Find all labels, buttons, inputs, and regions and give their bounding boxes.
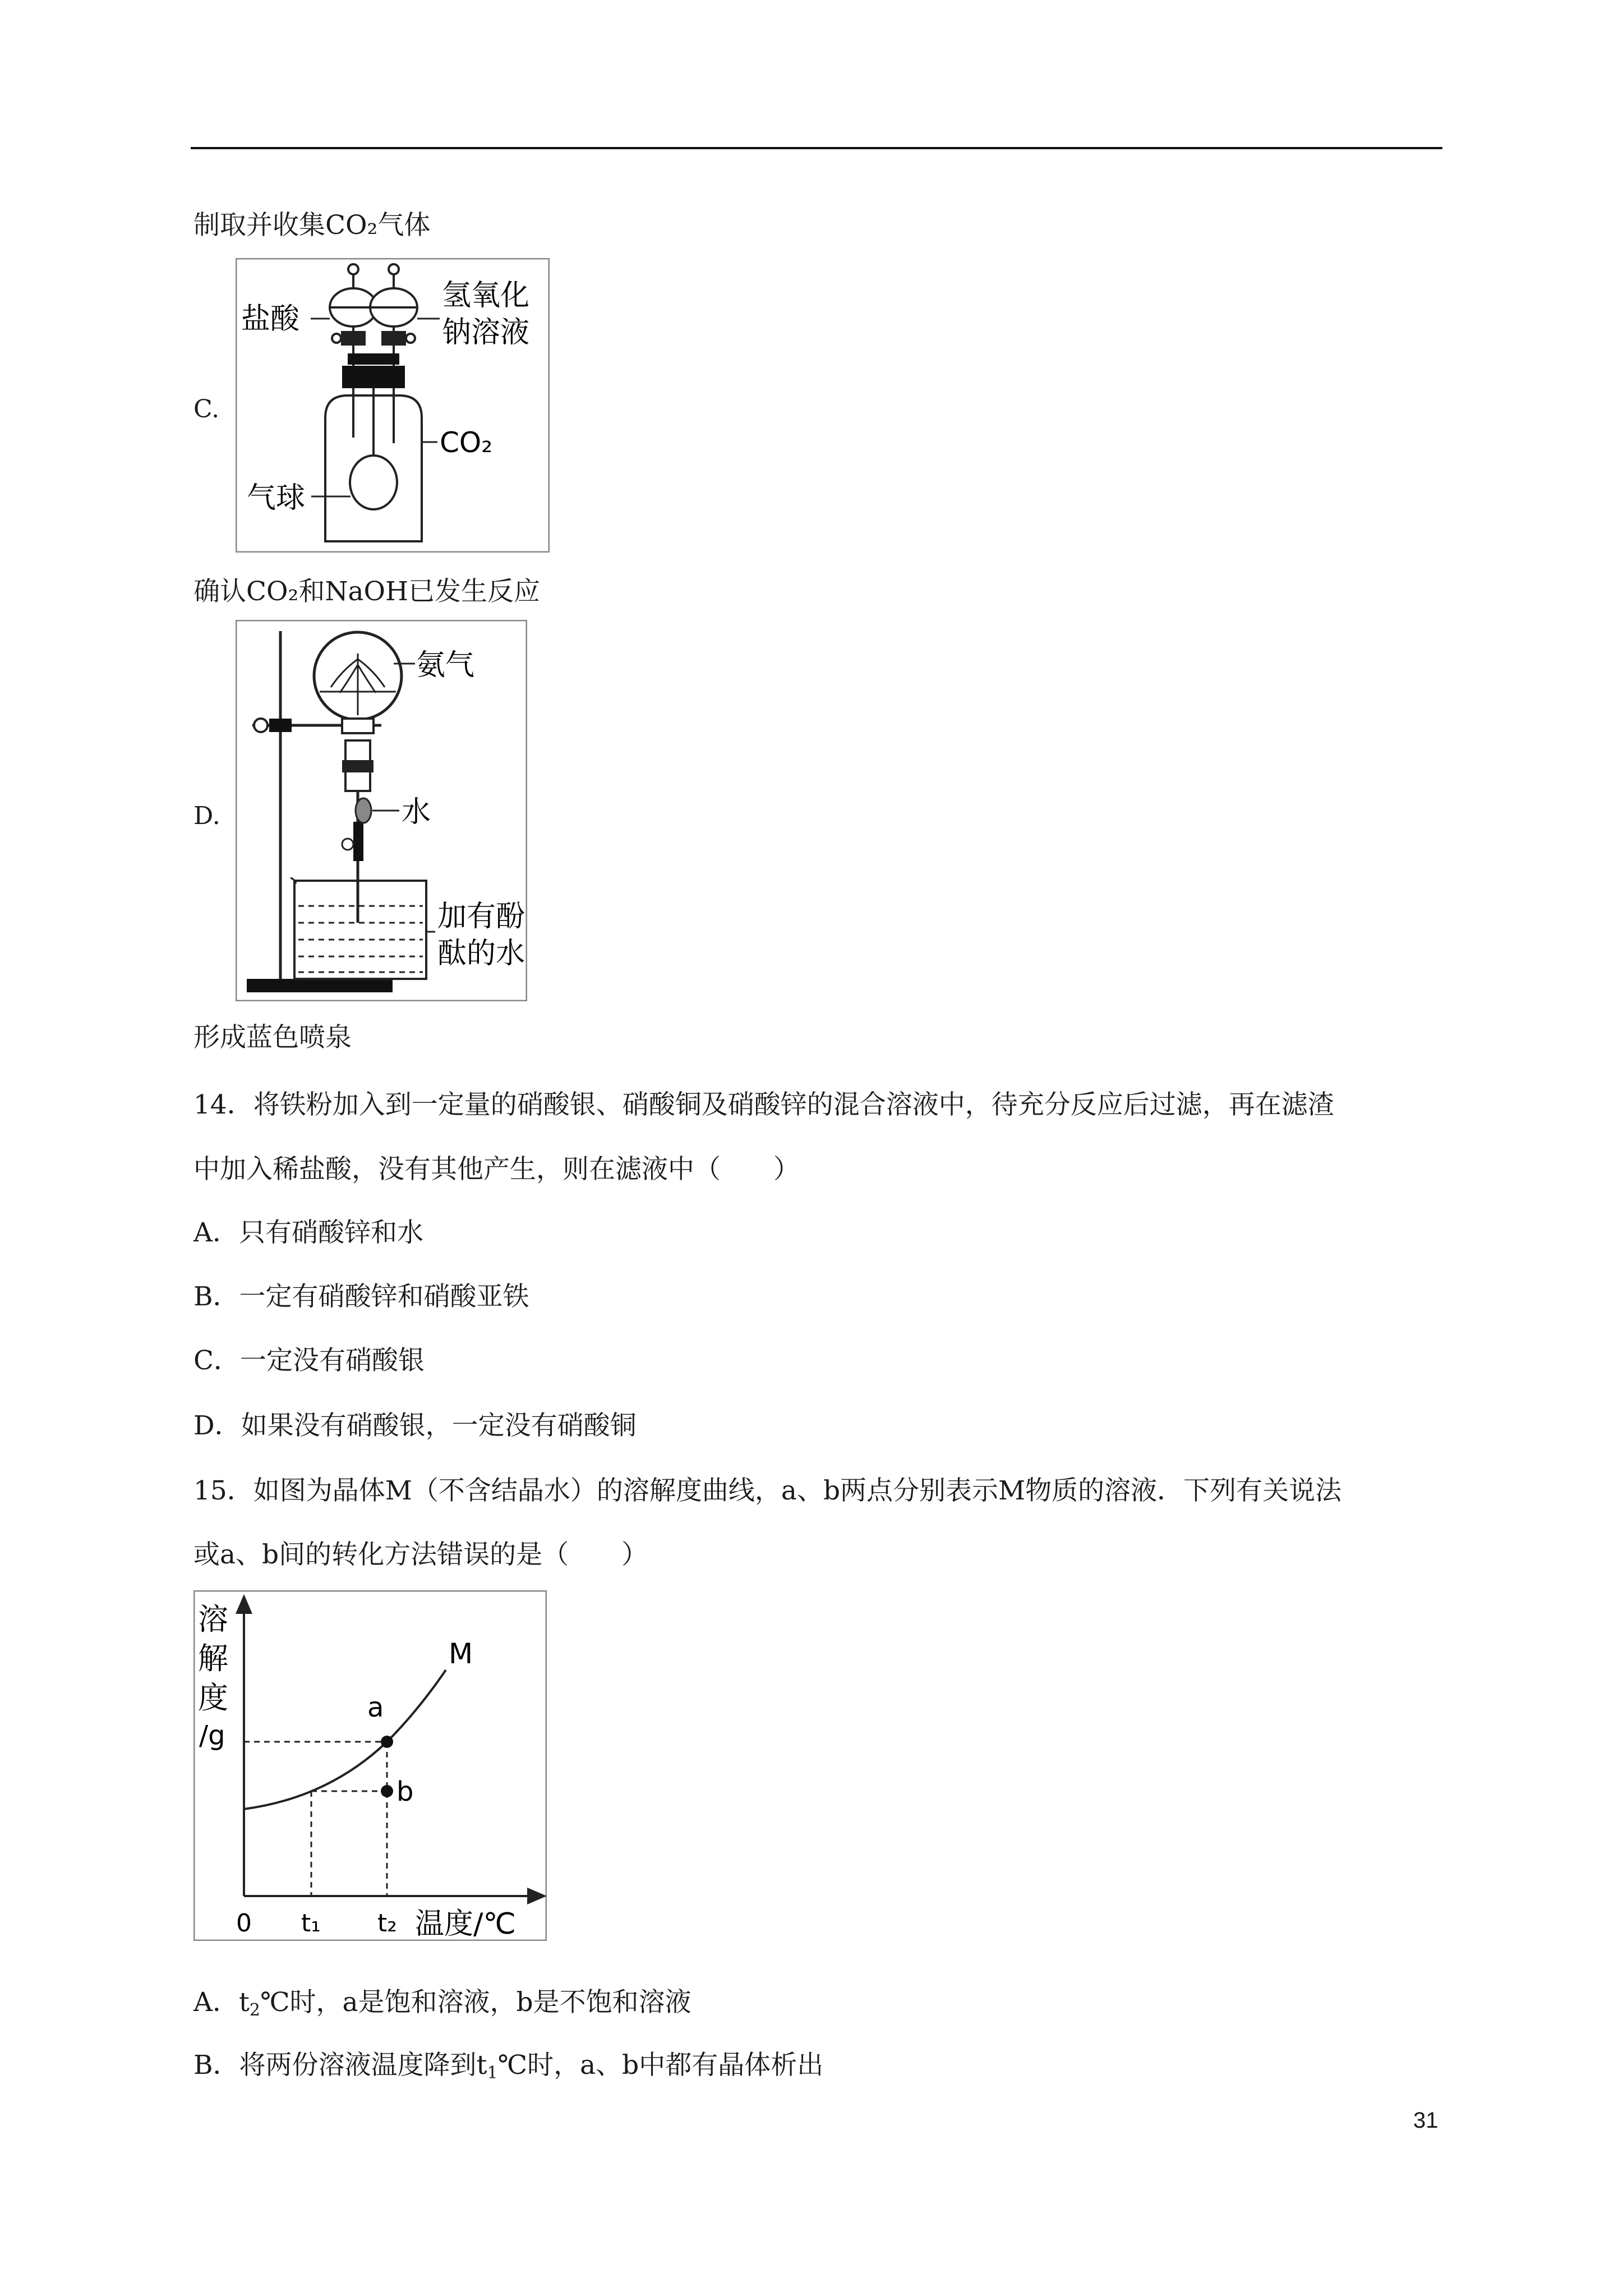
label-phenol-2: 酞的水 <box>437 937 525 970</box>
ylabel-char-3: 度 <box>198 1680 228 1715</box>
curve-label-m: M <box>449 1637 473 1670</box>
option-c-label: C. <box>193 395 220 424</box>
label-point-b: b <box>396 1776 414 1807</box>
label-ammonia: 氨气 <box>416 648 475 682</box>
q14-option-c: C．一定没有硝酸银 <box>193 1345 425 1376</box>
c-caption-below: 确认CO₂和NaOH已发生反应 <box>193 576 540 607</box>
x-tick-t1: t₁ <box>301 1909 321 1938</box>
page-number: 31 <box>1413 2108 1438 2133</box>
point-b <box>381 1785 393 1797</box>
q15-option-a: A．$t_2℃$时，a是饱和溶液，b是不饱和溶液 <box>193 1987 691 2020</box>
q14-stem-line2: 中加入稀盐酸，没有其他产生，则在滤液中（ ） <box>193 1154 800 1185</box>
label-naoh-2: 钠溶液 <box>442 316 530 349</box>
q14-option-b: B．一定有硝酸锌和硝酸亚铁 <box>193 1281 529 1312</box>
label-naoh-1: 氢氧化 <box>442 279 530 312</box>
q15-stem-line1: 15．如图为晶体M（不含结晶水）的溶解度曲线，a、b两点分别表示M物质的溶液．下列有关说法 <box>193 1475 1342 1506</box>
q14-stem-line1: 14．将铁粉加入到一定量的硝酸银、硝酸铜及硝酸锌的混合溶液中，待充分反应后过滤，再在滤渣 <box>193 1089 1334 1120</box>
curve-m <box>244 1670 446 1809</box>
label-acid: 盐酸 <box>241 302 300 336</box>
label-point-a: a <box>367 1692 384 1723</box>
figure-d-fountain <box>236 620 527 1001</box>
label-phenol-1: 加有酚 <box>437 900 525 933</box>
figure-c-apparatus <box>236 258 550 553</box>
q15-option-b: B．将两份溶液温度降到$t_1℃$时，a、b中都有晶体析出 <box>193 2050 824 2083</box>
ylabel-char-4: /g <box>199 1720 225 1751</box>
option-d-label: D. <box>193 802 220 830</box>
solubility-chart <box>193 1590 547 1941</box>
q14-option-d: D．如果没有硝酸银，一定没有硝酸铜 <box>193 1410 637 1441</box>
header-rule <box>191 147 1442 149</box>
point-a <box>381 1736 393 1748</box>
x-axis-label: 温度/℃ <box>415 1907 516 1941</box>
q15-stem-line2: 或a、b间的转化方法错误的是（ ） <box>193 1539 648 1570</box>
x-origin-label: 0 <box>236 1909 252 1938</box>
ylabel-char-2: 解 <box>198 1641 228 1676</box>
label-water: 水 <box>402 795 431 829</box>
d-caption-below: 形成蓝色喷泉 <box>193 1022 352 1053</box>
ylabel-char-1: 溶 <box>198 1602 228 1637</box>
c-caption-above: 制取并收集CO₂气体 <box>193 210 431 241</box>
label-balloon: 气球 <box>247 481 306 515</box>
label-co2: CO₂ <box>440 426 493 459</box>
x-tick-t2: t₂ <box>377 1909 397 1938</box>
q14-option-a: A．只有硝酸锌和水 <box>193 1217 423 1248</box>
